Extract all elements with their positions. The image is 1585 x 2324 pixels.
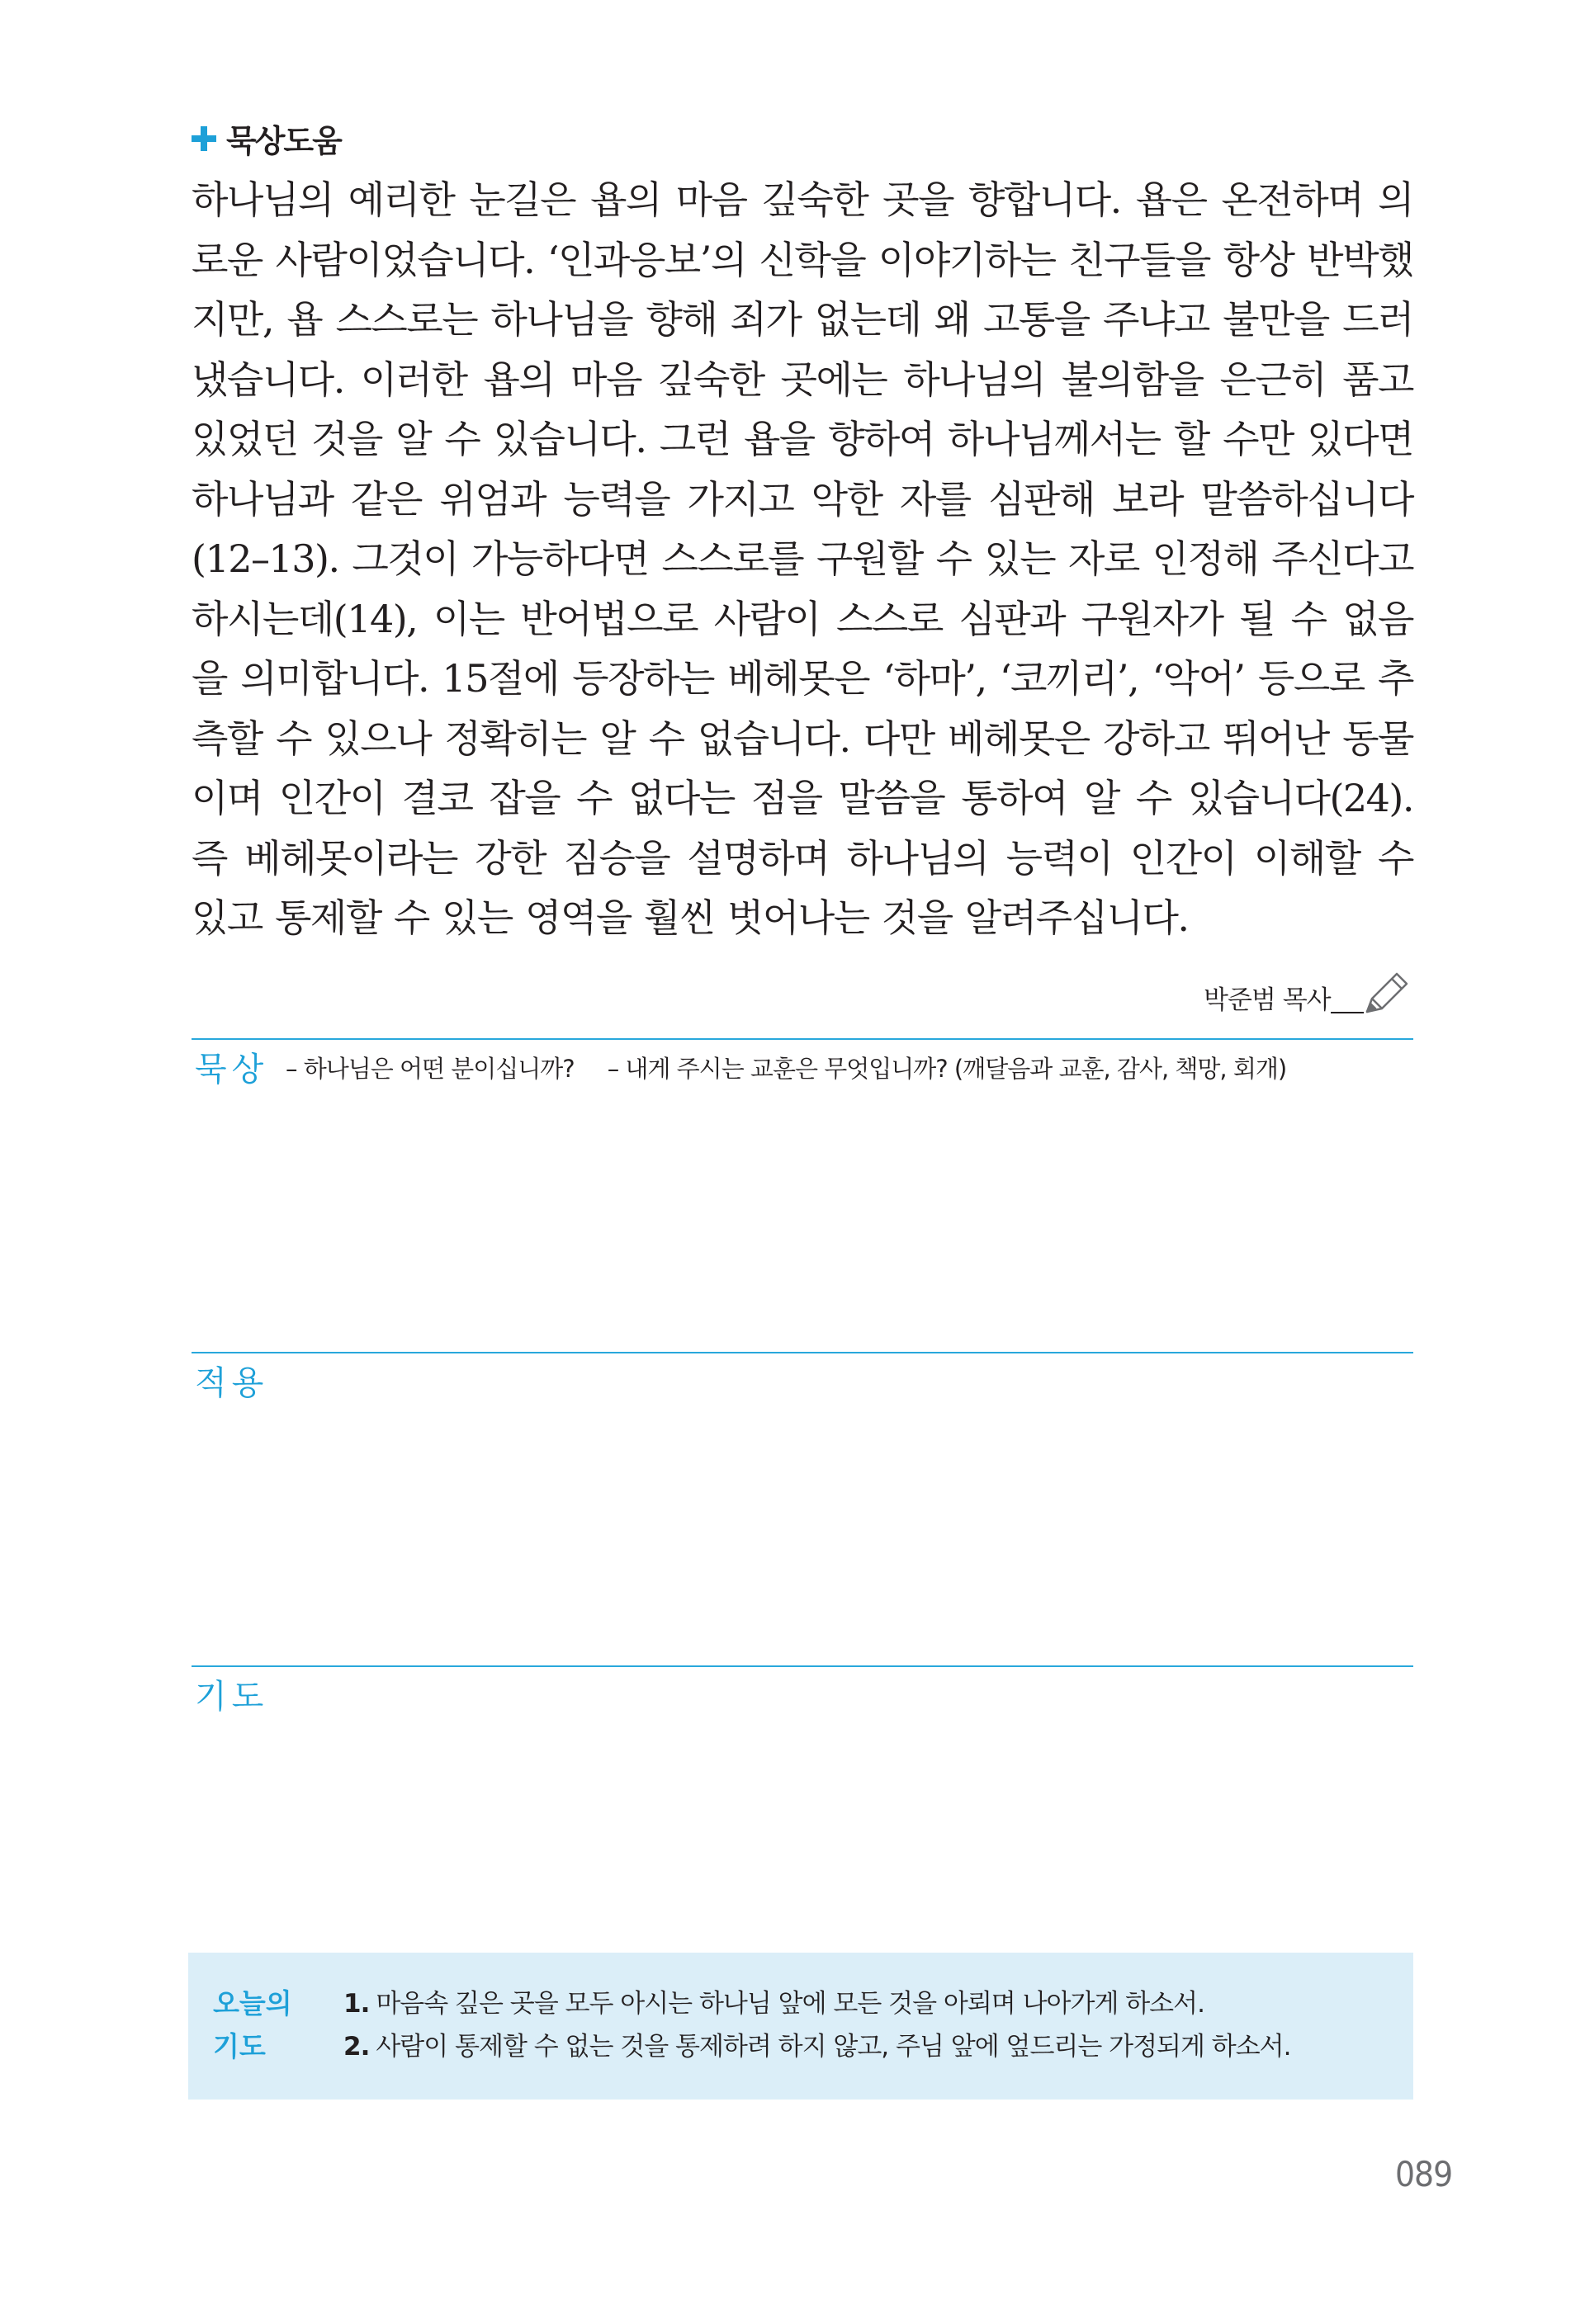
page-number: 089 <box>1395 2154 1453 2194</box>
meditation-prompts <box>286 1051 1286 1084</box>
meditation-label: 묵상 <box>195 1051 269 1089</box>
todays-prayer-list <box>343 1982 1290 2068</box>
todays-prayer-item <box>343 1982 1290 2025</box>
prayer-item-text: 사람이 통제할 수 없는 것을 통제하려 하지 않고, 주님 앞에 엎드리는 가정되게 하소서. <box>376 2032 1291 2062</box>
application-divider <box>192 1352 1413 1353</box>
todays-prayer-item <box>343 2025 1290 2068</box>
help-section-title: 묵상도움 <box>226 123 341 159</box>
todays-prayer-label-line1: 오늘의 <box>213 1987 292 2019</box>
prayer-divider <box>192 1665 1413 1667</box>
help-body-text: 하나님의 예리한 눈길은 욥의 마음 깊숙한 곳을 향합니다. 욥은 온전하며 의로운 사람이었습니다. ‘인과응보’의 신학을 이야기하는 친구들을 항상 반박했지만, 욥 스스로는 하나님을 향해 죄가 없는데 왜 고통을 주냐고 불만을 드러냈습니다. 이러한 욥의 마음 깊숙한 곳에는 하나님의 불의함을 은근히 품고 있었던 것을 알 수 있습니다. 그런 욥을 향하여 하나님께서는 할 수만 있다면 하나님과 같은 위엄과 능력을 가지고 악한 자를 심판해 보라 말씀하십니다(12–13). 그것이 가능하다면 스스로를 구원할 수 있는 자로 인정해 주신다고 하시는데(14), 이는 반어법으로 사람이 스스로 심판과 구원자가 될 수 없음을 의미합니다. 15절에 등장하는 베헤못은 ‘하마’, ‘코끼리’, ‘악어’ 등으로 추측할 수 있으나 정확히는 알 수 없습니다. 다만 베헤못은 강하고 뛰어난 동물이며 인간이 결코 잡을 수 없다는 점을 말씀을 통하여 알 수 있습니다(24). 즉 베헤못이라는 강한 짐승을 설명하며 하나님의 능력이 인간이 이해할 수 있고 통제할 수 있는 영역을 훨씬 벗어나는 것을 알려주십니다. <box>192 177 1413 940</box>
todays-prayer-label <box>213 1982 312 2068</box>
meditation-prompt-2: – 내게 주시는 교훈은 무엇입니까? (깨달음과 교훈, 감사, 책망, 회개) <box>607 1055 1287 1083</box>
meditation-divider <box>192 1038 1413 1040</box>
application-label: 적용 <box>195 1364 269 1402</box>
author-name: 박준범 목사 <box>1204 985 1331 1015</box>
plus-icon <box>192 126 216 151</box>
help-section-header <box>192 116 341 161</box>
meditation-prompt-1: – 하나님은 어떤 분이십니까? <box>286 1055 575 1083</box>
prayer-item-number: 2. <box>343 2032 370 2062</box>
pencil-icon <box>1359 966 1413 1020</box>
author-signature <box>1204 966 1413 1020</box>
todays-prayer-box <box>188 1953 1413 2100</box>
prayer-item-text: 마음속 깊은 곳을 모두 아시는 하나님 앞에 모든 것을 아뢰며 나아가게 하소서. <box>376 1989 1204 2019</box>
todays-prayer-label-line2: 기도 <box>213 2030 266 2062</box>
prayer-label: 기도 <box>195 1678 269 1716</box>
prayer-item-number: 1. <box>343 1989 370 2019</box>
